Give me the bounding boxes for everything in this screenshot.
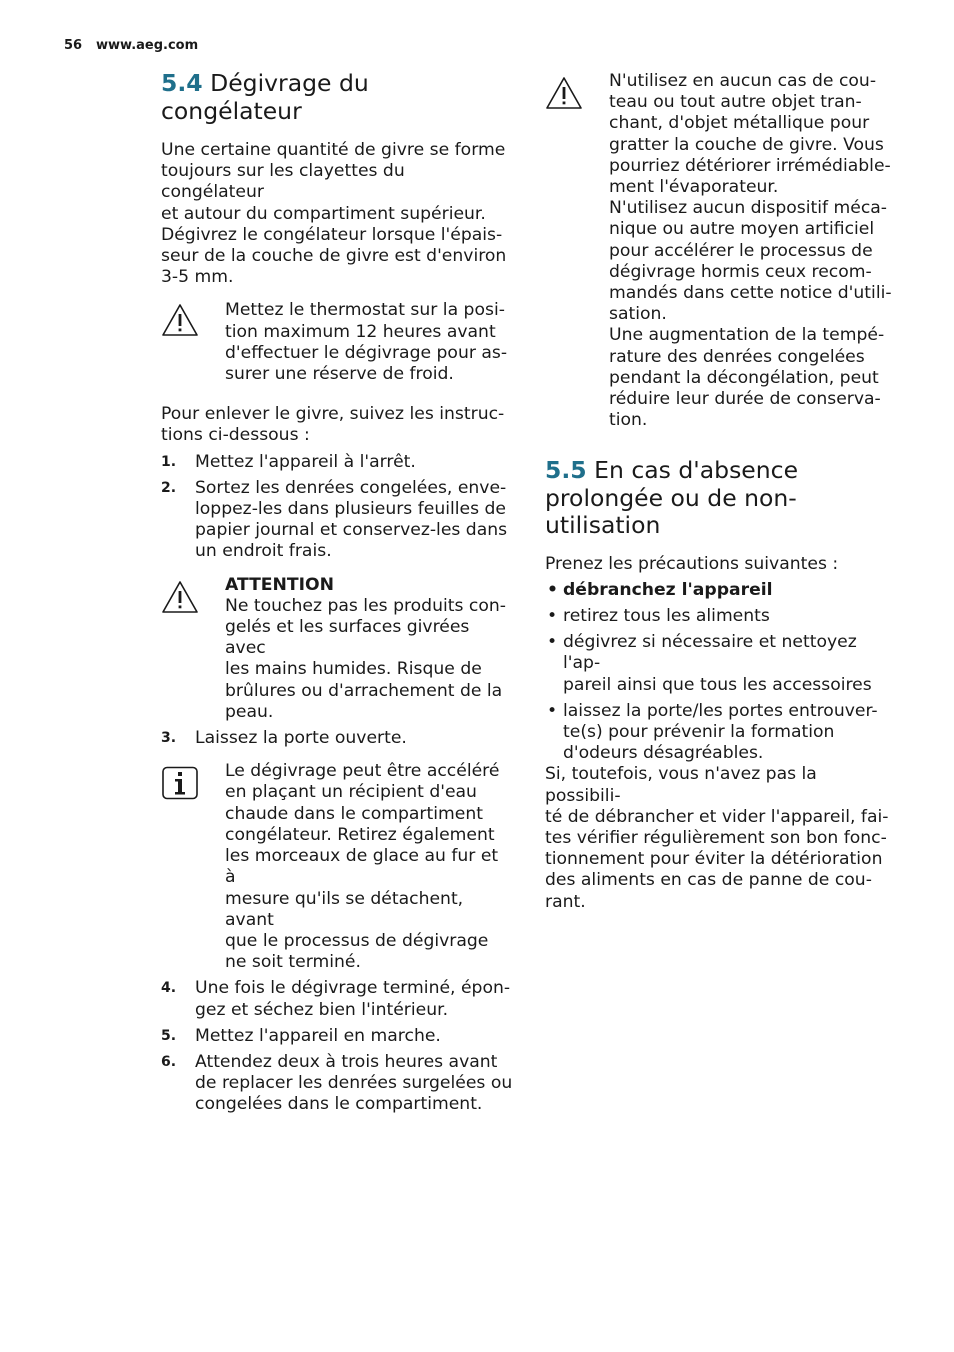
bullet-leave-door-open: • laissez la porte/les portes entrouver- te(s) pour prévenir la formation d'odeurs désagréables. <box>547 700 878 764</box>
attention-title: ATTENTION <box>225 574 335 595</box>
step-4: 4. Une fois le dégivrage terminé, épon- gez et séchez bien l'intérieur. <box>161 978 511 1020</box>
warning-triangle-icon <box>161 580 199 614</box>
instructions-intro: Pour enlever le givre, suivez les instruc- tions ci-dessous : <box>161 404 505 446</box>
warning-triangle-icon <box>161 303 199 337</box>
intro-paragraph: Une certaine quantité de givre se forme toujours sur les clayettes du congélateur et autour du compartiment supérieur. Dégivrez le congélateur lorsque l'épais- seur de la couche de givre est d'environ 3-5 mm. <box>161 140 507 288</box>
info-text: Le dégivrage peut être accéléré en plaçant un récipient d'eau chaude dans le compartiment congélateur. Retirez également les morceaux de glace au fur et à mesure qu'ils se détachent, avant que le processus de dégivrage ne soit terminé. <box>225 761 500 973</box>
warning-notice-thermostat <box>161 300 513 385</box>
section-title: Dégivrage du congélateur <box>161 69 369 125</box>
section-number: 5.5 <box>545 456 587 484</box>
bullet-unplug: • débranchez l'appareil <box>547 579 773 600</box>
knife-warning-notice <box>545 71 897 431</box>
site-url: www.aeg.com <box>96 38 199 53</box>
step-1: 1. Mettez l'appareil à l'arrêt. <box>161 451 416 472</box>
precautions-intro: Prenez les précautions suivantes : <box>545 553 839 574</box>
attention-notice <box>161 575 513 723</box>
step-5: 5. Mettez l'appareil en marche. <box>161 1025 441 1046</box>
step-number: 1. <box>161 453 177 470</box>
step-number: 2. <box>161 479 177 496</box>
step-number: 3. <box>161 730 177 747</box>
section-number: 5.4 <box>161 69 203 97</box>
step-6: 6. Attendez deux à trois heures avant de replacer les denrées surgelées ou congelées dans le compartiment. <box>161 1051 513 1115</box>
info-icon <box>161 766 199 800</box>
bullet-remove-food: • retirez tous les aliments <box>547 605 770 626</box>
section-5-4-heading <box>161 70 513 125</box>
attention-text: ATTENTION Ne touchez pas les produits con- gelés et les surfaces givrées avec les mains humides. Risque de brûlures ou d'arrachement de la peau. <box>225 574 506 722</box>
knife-warning-text: N'utilisez en aucun cas de cou- teau ou tout autre objet tran- chant, d'objet métallique pour gratter la couche de givre. Vous pourriez détériorer irrémédiable- ment l'évaporateur. N'utilisez aucun dispositif méca- nique ou autre moyen artificiel pour accélérer le processus de dégivrage hormis ceux recom- mandés dans cette notice d'utili- sation. Une augmentation de la tempé- rature des denrées congelées pendant la décongélation, peut réduire leur durée de conserva- tion. <box>609 71 892 431</box>
closing-paragraph: Si, toutefois, vous n'avez pas la possibili- té de débrancher et vider l'appareil, fai- tes vérifier régulièrement son bon fonc- tionnement pour éviter la détérioration des aliments en cas de panne de cou- rant. <box>545 764 889 912</box>
step-3: 3. Laissez la porte ouverte. <box>161 728 407 749</box>
warning-triangle-icon <box>545 76 583 110</box>
page-number: 56 <box>64 38 83 53</box>
section-5-4 <box>161 70 513 1116</box>
step-number: 4. <box>161 980 177 997</box>
section-5-5 <box>545 457 897 913</box>
section-5-5-heading: 5.5 En cas d'absence prolongée ou de non- utilisation <box>545 456 799 539</box>
step-2: 2. Sortez les denrées congelées, enve- loppez-les dans plusieurs feuilles de papier journal et conservez-les dans un endroit frais. <box>161 477 508 562</box>
bullet-defrost-clean: • dégivrez si nécessaire et nettoyez l'ap- pareil ainsi que tous les accessoires <box>547 632 872 695</box>
info-notice <box>161 761 513 973</box>
warning-text: Mettez le thermostat sur la posi- tion maximum 12 heures avant d'effectuer le dégivrage pour as- surer une réserve de froid. <box>225 300 508 385</box>
step-number: 5. <box>161 1027 177 1044</box>
step-number: 6. <box>161 1053 177 1070</box>
